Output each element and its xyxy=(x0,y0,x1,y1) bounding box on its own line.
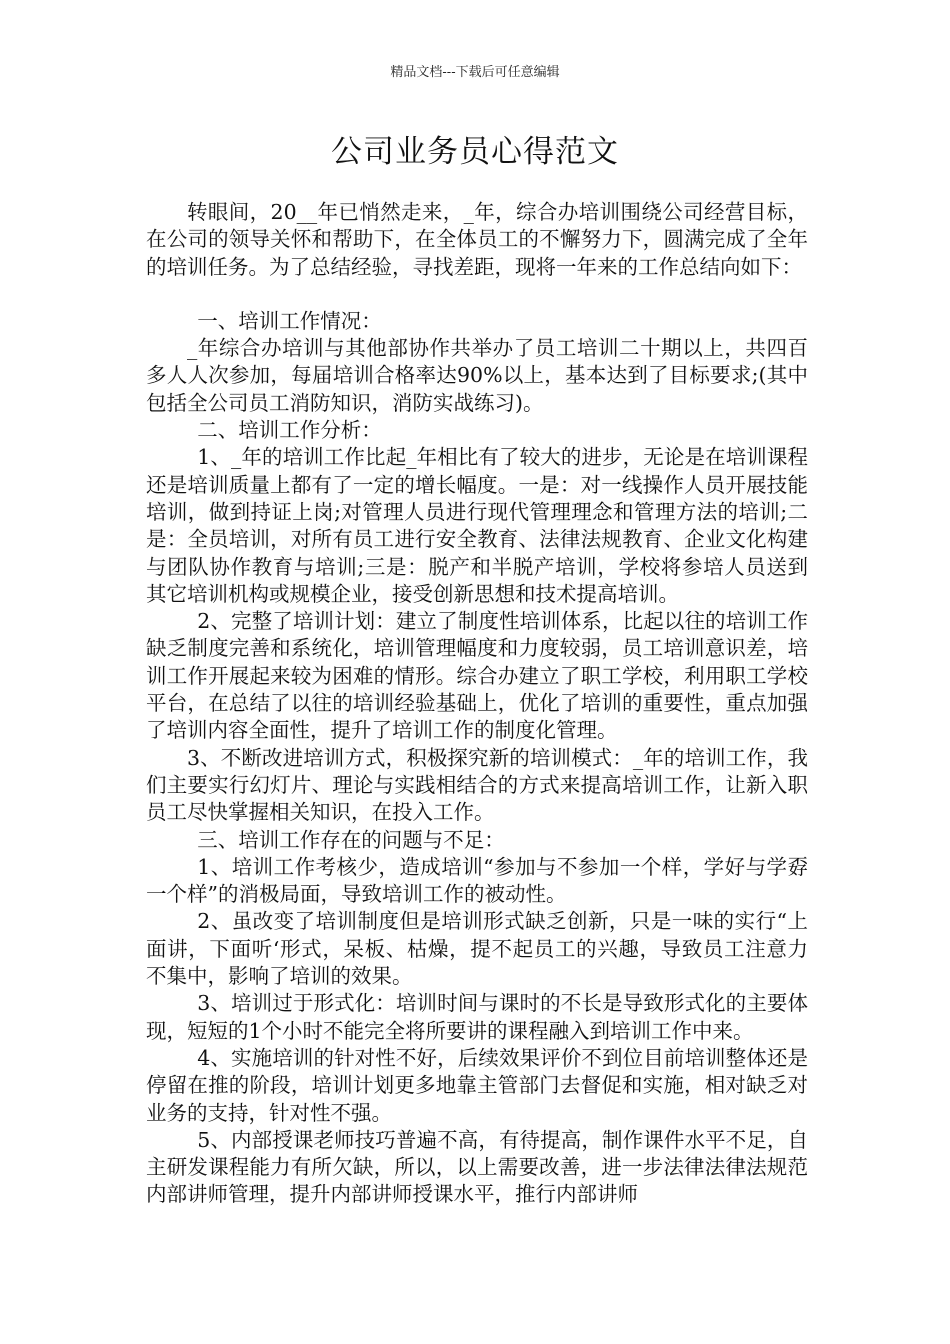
paragraph: _年综合办培训与其他部协作共举办了员工培训二十期以上，共四百多人人次参加，每届培训合格率达90%以上，基本达到了目标要求;(其中包括全公司员工消防知识，消防实战练习)。 xyxy=(146,336,808,415)
paragraph: 2、虽改变了培训制度但是培训形式缺乏创新，只是一味的实行“上面讲，下面听‘形式，呆板、枯燥，提不起员工的兴趣，导致员工注意力不集中，影响了培训的效果。 xyxy=(146,909,808,989)
paragraph: 1、培训工作考核少，造成培训“参加与不参加一个样，学好与学孬一个样”的消极局面，导致培训工作的被动性。 xyxy=(146,854,808,907)
paragraph: 4、实施培训的针对性不好，后续效果评价不到位目前培训整体还是停留在推的阶段，培训计划更多地靠主管部门去督促和实施，相对缺乏对业务的支持，针对性不强。 xyxy=(146,1045,808,1125)
paragraph: 5、内部授课老师技巧普遍不高，有待提高，制作课件水平不足，自主研发课程能力有所欠缺，所以，以上需要改善，进一步法律法律法规范内部讲师管理，提升内部讲师授课水平，推行内部讲师 xyxy=(146,1127,808,1207)
section-heading-1: 一、培训工作情况： xyxy=(197,308,382,333)
paragraph: 3、培训过于形式化：培训时间与课时的不长是导致形式化的主要体现，短短的1个小时不能完全将所要讲的课程融入到培训工作中来。 xyxy=(146,991,808,1043)
document-body xyxy=(146,199,808,1209)
section-heading-2: 二、培训工作分析： xyxy=(197,418,382,443)
page-header: 精品文档---下载后可任意编辑 xyxy=(390,65,560,80)
document-title: 公司业务员心得范文 xyxy=(331,134,619,170)
paragraph: 2、完整了培训计划：建立了制度性培训体系，比起以往的培训工作缺乏制度完善和系统化，培训管理幅度和力度较弱，员工培训意识差，培训工作开展起来较为困难的情形。综合办建立了职工学校，利用职工学校平台，在总结了以往的培训经验基础上，优化了培训的重要性，重点加强了培训内容全面性，提升了培训工作的制度化管理。 xyxy=(146,609,808,743)
paragraph: 3、不断改进培训方式，积极探究新的培训模式：_年的培训工作，我们主要实行幻灯片、理论与实践相结合的方式来提高培训工作，让新入职员工尽快掌握相关知识，在投入工作。 xyxy=(146,745,808,825)
section-heading-3: 三、培训工作存在的问题与不足： xyxy=(197,827,505,852)
paragraph: 1、_年的培训工作比起_年相比有了较大的进步，无论是在培训课程还是培训质量上都有了一定的增长幅度。一是：对一线操作人员开展技能培训，做到持证上岗;对管理人员进行现代管理理念和管理方法的培训;二是：全员培训，对所有员工进行安全教育、法律法规教育、企业文化构建与团队协作教育与培训;三是：脱产和半脱产培训，学校将参培人员送到其它培训机构或规模企业，接受创新思想和技术提高培训。 xyxy=(146,445,808,606)
intro-paragraph: 转眼间，20__年已悄然走来，_年，综合办培训围绕公司经营目标，在公司的领导关怀和帮助下，在全体员工的不懈努力下，圆满完成了全年的培训任务。为了总结经验，寻找差距，现将一年来的工作总结向如下： xyxy=(146,200,808,279)
